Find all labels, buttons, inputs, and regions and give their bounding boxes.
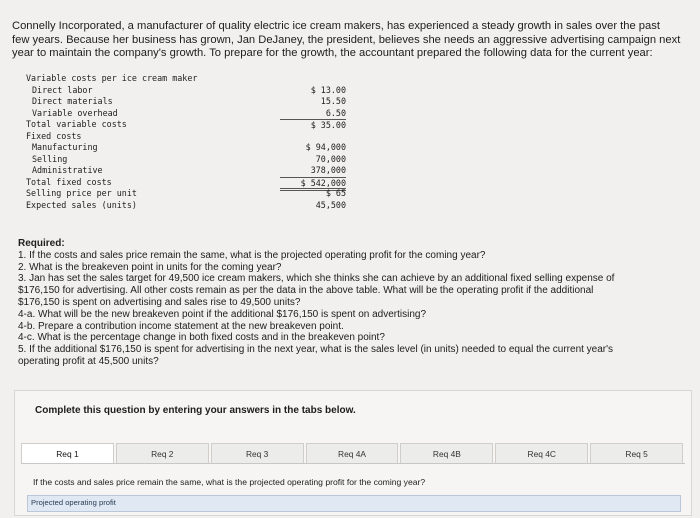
tab-question-text: If the costs and sales price remain the same, what is the projected operating profit for the coming year?: [33, 477, 426, 487]
selling-price-label: Selling price per unit: [26, 188, 137, 198]
intro-line-3: year to maintain the company's growth. To prepare for the growth, the accountant prepared the following data for the current year:: [12, 47, 653, 59]
tab-req-5[interactable]: Req 5: [590, 443, 683, 463]
question-5-line-2: operating profit at 45,500 units?: [18, 355, 159, 367]
manufacturing-label: Manufacturing: [32, 142, 98, 152]
variable-costs-header: Variable costs per ice cream maker: [26, 73, 198, 83]
total-variable-label: Total variable costs: [26, 119, 127, 129]
question-4c: 4-c. What is the percentage change in both fixed costs and in the breakeven point?: [18, 332, 385, 344]
tab-req-4c[interactable]: Req 4C: [495, 443, 588, 463]
question-2: 2. What is the breakeven point in units for the coming year?: [18, 261, 282, 273]
answer-panel: [14, 390, 692, 516]
direct-materials-value: 15.50: [320, 96, 346, 106]
required-section: [18, 238, 690, 368]
question-1: 1. If the costs and sales price remain the same, what is the projected operating profit for the coming year?: [18, 249, 486, 261]
question-4b: 4-b. Prepare a contribution income statement at the new breakeven point.: [18, 320, 344, 332]
total-fixed-value: $ 542,000: [280, 177, 346, 191]
direct-materials-label: Direct materials: [32, 96, 113, 106]
selling-value: 70,000: [315, 153, 346, 164]
required-heading: Required:: [18, 238, 65, 249]
variable-overhead-value: 6.50: [325, 107, 346, 118]
expected-sales-label: Expected sales (units): [26, 199, 137, 210]
question-3-line-3: $176,150 is spent on advertising and sales rise to 49,500 units?: [18, 296, 301, 308]
direct-labor-value: $ 13.00: [310, 84, 346, 95]
question-4a: 4-a. What will be the new breakeven point if the additional $176,150 is spent on advertising?: [18, 308, 427, 320]
direct-labor-label: Direct labor: [32, 84, 93, 95]
question-5-line-1: 5. If the additional $176,150 is spent for advertising in the next year, what is the sales level (in units) needed to equal the current year's: [18, 344, 614, 356]
problem-intro: [12, 20, 692, 61]
panel-instruction: Complete this question by entering your answers in the tabs below.: [35, 405, 356, 416]
answer-label: Projected operating profit: [31, 498, 116, 507]
variable-overhead-label: Variable overhead: [32, 107, 118, 118]
total-variable-value: $ 35.00: [280, 119, 346, 130]
intro-line-1: Connelly Incorporated, a manufacturer of quality electric ice cream makers, has experienced a steady growth in sales over the past: [12, 20, 660, 32]
tab-req-4b[interactable]: Req 4B: [400, 443, 493, 463]
tab-req-3[interactable]: Req 3: [211, 443, 304, 463]
projected-operating-profit-input[interactable]: [27, 495, 681, 512]
question-3-line-2: $176,150 for advertising. All other costs remain as per the data in the above table. What will be the operating profit if the additional: [18, 285, 594, 297]
expected-sales-value: 45,500: [315, 199, 346, 210]
selling-label: Selling: [32, 153, 68, 164]
fixed-costs-header: Fixed costs: [26, 130, 82, 141]
manufacturing-value: $ 94,000: [305, 142, 346, 152]
requirement-tabs: [21, 443, 685, 464]
administrative-label: Administrative: [32, 165, 103, 175]
tab-req-1[interactable]: Req 1: [21, 443, 114, 463]
tab-req-2[interactable]: Req 2: [116, 443, 209, 463]
tab-req-4a[interactable]: Req 4A: [306, 443, 399, 463]
administrative-value: 378,000: [310, 165, 346, 175]
cost-data-table: [26, 73, 346, 211]
selling-price-value: $ 65: [325, 188, 346, 198]
total-fixed-label: Total fixed costs: [26, 176, 112, 187]
intro-line-2: few years. Because her business has grown, Jan DeJaney, the president, believes she needs an aggressive advertising campaign next: [12, 33, 681, 46]
question-3-line-1: 3. Jan has set the sales target for 49,500 ice cream makers, which she thinks she can achieve by an additional fixed selling expense of: [18, 273, 615, 285]
